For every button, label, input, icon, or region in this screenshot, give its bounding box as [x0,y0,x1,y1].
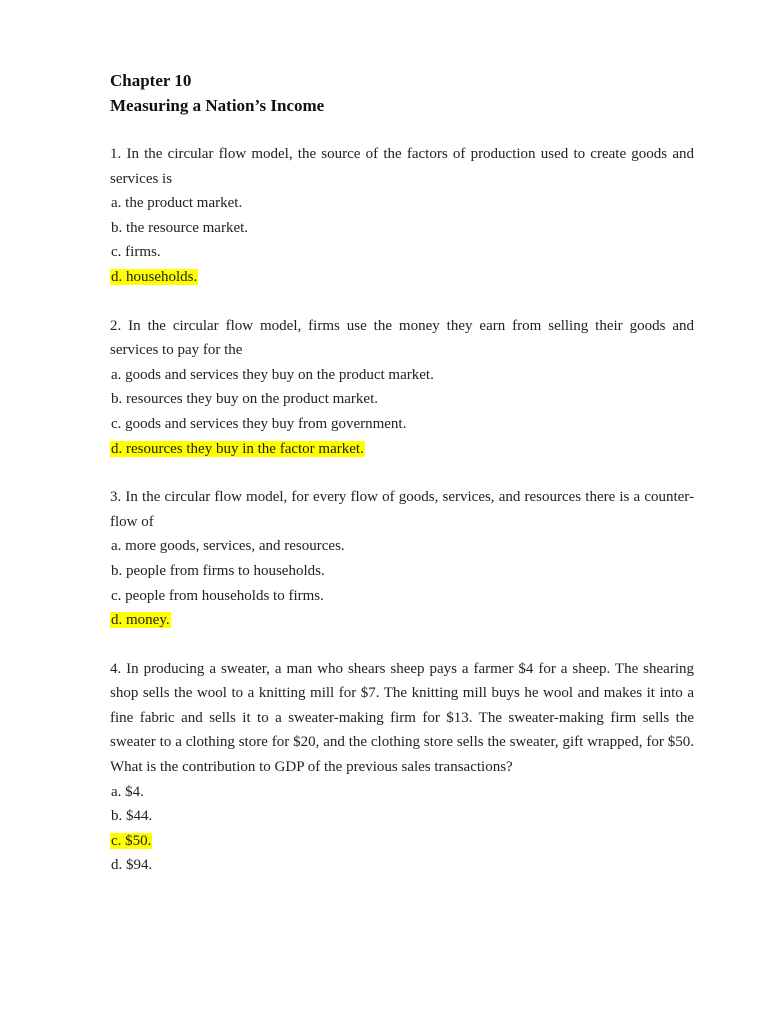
document-page [110,68,694,878]
option-text: d. resources they buy in the factor market. [111,440,364,457]
option-text: c. firms. [111,244,161,261]
answer-option-b [110,804,694,829]
question-1 [110,142,694,290]
option-text: c. $50. [111,832,152,849]
option-text: b. $44. [111,808,153,825]
option-text: c. goods and services they buy from government. [111,415,407,432]
answer-option-b [110,559,694,584]
question-stem: 1. In the circular flow model, the source of the factors of production used to create goods and services is [110,146,694,187]
option-text: c. people from households to firms. [111,587,324,604]
answer-option-c [110,240,694,265]
option-text: a. $4. [111,783,144,800]
option-text: a. the product market. [111,195,243,212]
answer-option-b [110,387,694,412]
answer-option-d [110,853,694,878]
answer-option-c [110,829,694,854]
question-3 [110,485,694,633]
answer-option-b [110,216,694,241]
question-stem: 4. In producing a sweater, a man who shears sheep pays a farmer $4 for a sheep. The shearing shop sells the wool to a knitting mill for $7. The knitting mill buys he wool and makes it into a fine fabric and sells it to a sweater-making firm for $13. The sweater-making firm sells the sweater to a clothing store for $20, and the clothing store sells the sweater, gift wrapped, for $50. What is the contribution to GDP of the previous sales transactions? [110,660,694,776]
question-stem: 2. In the circular flow model, firms use the money they earn from selling their goods and services to pay for the [110,317,694,359]
option-text: a. more goods, services, and resources. [111,538,345,555]
answer-option-a [110,363,694,388]
option-text: d. money. [111,612,170,629]
answer-option-a [110,534,694,559]
option-text: d. $94. [111,857,153,874]
option-text: d. households. [111,268,198,285]
option-text: b. people from firms to households. [111,562,325,579]
answer-option-d [110,437,694,462]
question-2 [110,314,694,462]
answer-option-a [110,191,694,216]
answer-option-c [110,584,694,609]
answer-option-c [110,412,694,437]
question-4 [110,657,694,878]
answer-option-d [110,265,694,290]
option-text: b. resources they buy on the product market. [111,391,379,408]
answer-option-a [110,780,694,805]
chapter-title: Measuring a Nation’s Income [110,96,325,115]
option-text: a. goods and services they buy on the product market. [111,366,434,383]
answer-option-d [110,608,694,633]
chapter-label: Chapter 10 [110,71,192,90]
question-stem: 3. In the circular flow model, for every flow of goods, services, and resources there is a counter-flow of [110,489,694,530]
option-text: b. the resource market. [111,219,249,236]
